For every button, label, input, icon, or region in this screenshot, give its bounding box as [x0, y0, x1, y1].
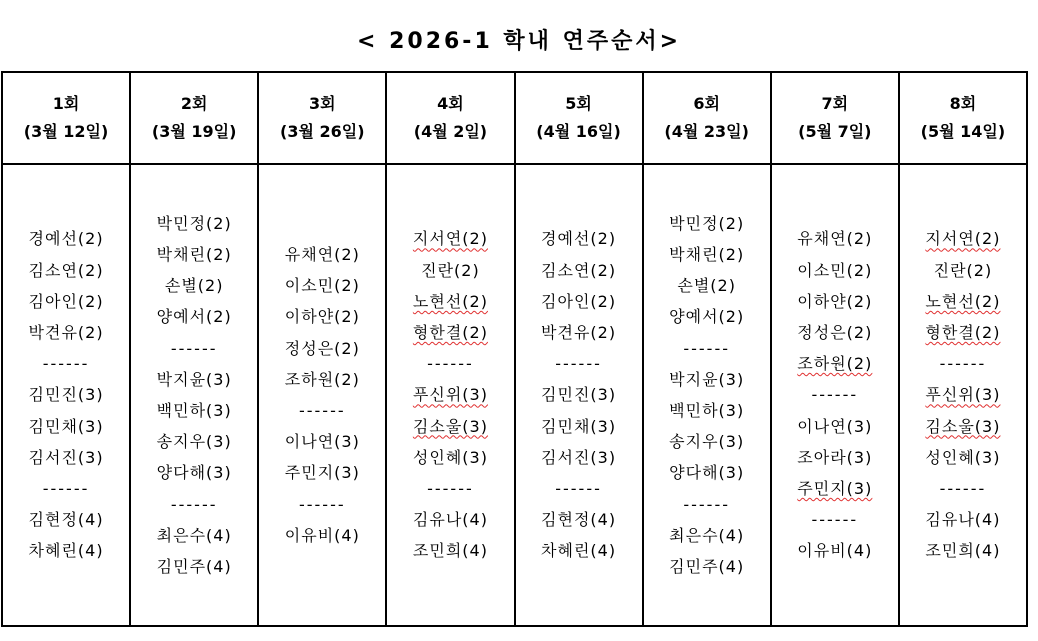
performer-name: 송지우(3) [669, 432, 745, 452]
group-separator: ------ [298, 494, 346, 514]
round-date: (3월 12일) [23, 122, 109, 141]
round-date: (4월 23일) [664, 122, 749, 141]
performer-name: 조하원(2) [797, 354, 873, 374]
performer-name: 푸신위(3) [412, 385, 488, 405]
performer-name: 양예서(2) [669, 307, 745, 327]
round-label: 1회 [52, 94, 80, 113]
performer-name: 양예서(2) [156, 307, 232, 327]
performer-name: 박채린(2) [156, 245, 232, 265]
round-header-7 [771, 72, 899, 164]
performer-name: 차혜린(4) [541, 541, 617, 561]
performer-name: 손별(2) [164, 276, 224, 296]
group-separator: ------ [555, 478, 602, 498]
round-label: 4회 [437, 94, 464, 113]
group-separator: ------ [939, 354, 987, 374]
performer-name: 정성은(2) [797, 323, 873, 343]
performer-name: 최은수(4) [669, 525, 745, 545]
round-header-5 [515, 72, 643, 164]
performer-name: 김민진(3) [541, 385, 617, 405]
round-header-4 [386, 72, 514, 164]
performer-name: 김소연(2) [541, 260, 617, 280]
performer-name: 형한결(2) [412, 323, 488, 343]
round-label: 7회 [821, 94, 849, 113]
performer-name: 경예선(2) [541, 229, 617, 249]
round-header-2 [130, 72, 258, 164]
performer-list [3, 223, 129, 566]
group-separator: ------ [939, 478, 987, 498]
performer-name: 박민정(2) [669, 213, 745, 233]
performer-name: 김아인(2) [541, 291, 617, 311]
performer-cell-7 [771, 164, 899, 626]
performer-cell-3 [258, 164, 386, 626]
group-separator: ------ [683, 338, 730, 358]
performer-name: 이유비(4) [797, 541, 873, 561]
performer-list [387, 223, 513, 566]
performer-name: 김유나(4) [412, 510, 488, 530]
performer-name: 경예선(2) [28, 229, 104, 249]
performer-list [259, 239, 385, 551]
performer-name: 이나연(3) [797, 416, 873, 436]
round-date: (3월 19일) [151, 122, 237, 141]
performer-name: 성인혜(3) [925, 447, 1001, 467]
performer-row [2, 164, 1027, 626]
performer-name: 박지윤(3) [156, 369, 232, 389]
performer-name: 백민하(3) [669, 401, 745, 420]
group-separator: ------ [555, 354, 602, 374]
round-date: (5월 14일) [920, 122, 1006, 141]
performer-cell-5 [515, 164, 643, 626]
performer-name: 이하얀(2) [284, 307, 360, 327]
performer-name: 박민정(2) [156, 213, 232, 233]
performer-name: 푸신위(3) [925, 385, 1001, 405]
round-date: (4월 16일) [536, 122, 621, 141]
performer-name: 성인혜(3) [412, 447, 488, 467]
performer-name: 이나연(3) [284, 432, 360, 452]
performer-name: 형한결(2) [925, 323, 1001, 343]
performer-name: 김소울(3) [412, 416, 488, 436]
performer-name: 노현선(2) [925, 291, 1001, 311]
group-separator: ------ [298, 401, 346, 420]
performer-name: 조민희(4) [412, 541, 488, 561]
performer-cell-6 [643, 164, 771, 626]
group-separator: ------ [811, 510, 859, 530]
performer-name: 주민지(3) [797, 478, 873, 498]
performer-name: 이유비(4) [284, 525, 360, 545]
performer-name: 노현선(2) [412, 291, 488, 311]
performer-name: 지서연(2) [412, 229, 488, 249]
round-date: (4월 2일) [413, 122, 488, 141]
performer-name: 박지윤(3) [669, 369, 745, 389]
performer-name: 차혜린(4) [28, 541, 104, 561]
performer-name: 김현정(4) [28, 510, 104, 530]
performer-cell-2 [130, 164, 258, 626]
round-header-6 [643, 72, 771, 164]
round-header-8 [899, 72, 1027, 164]
round-label: 3회 [309, 94, 336, 113]
group-separator: ------ [170, 338, 218, 358]
performer-name: 김유나(4) [925, 510, 1001, 530]
performer-name: 이소민(2) [797, 260, 873, 280]
group-separator: ------ [427, 354, 474, 374]
group-separator: ------ [42, 354, 90, 374]
performer-name: 김소연(2) [28, 260, 104, 280]
performer-name: 정성은(2) [284, 338, 360, 358]
performer-name: 조민희(4) [925, 541, 1001, 561]
performer-cell-8 [899, 164, 1027, 626]
performance-schedule-table [1, 71, 1028, 627]
performer-name: 조하원(2) [284, 369, 360, 389]
performer-name: 양다해(3) [669, 463, 745, 483]
performer-list [516, 223, 642, 566]
performer-list [644, 208, 770, 582]
performer-name: 박견유(2) [28, 323, 104, 343]
group-separator: ------ [811, 385, 859, 405]
group-separator: ------ [42, 478, 90, 498]
performer-name: 김민주(4) [156, 556, 232, 576]
round-date: (5월 7일) [798, 122, 872, 141]
performer-name: 박견유(2) [541, 323, 617, 343]
performer-name: 이하얀(2) [797, 291, 873, 311]
performer-name: 김서진(3) [28, 447, 104, 467]
performer-name: 김서진(3) [541, 447, 617, 467]
performer-name: 김아인(2) [28, 291, 104, 311]
performer-name: 진란(2) [421, 260, 480, 280]
round-date: (3월 26일) [280, 122, 365, 141]
performer-name: 김현정(4) [541, 510, 617, 530]
performer-name: 손별(2) [677, 276, 736, 296]
performer-name: 송지우(3) [156, 432, 232, 452]
performer-name: 박채린(2) [669, 245, 745, 265]
group-separator: ------ [683, 494, 730, 514]
performer-name: 김민주(4) [669, 556, 745, 576]
performer-list [772, 223, 898, 566]
group-separator: ------ [427, 478, 474, 498]
performer-name: 유채연(2) [284, 245, 360, 265]
round-header-3 [258, 72, 386, 164]
round-label: 8회 [949, 94, 977, 113]
performer-name: 최은수(4) [156, 525, 232, 545]
performer-name: 조아라(3) [797, 447, 873, 467]
performer-name: 지서연(2) [925, 229, 1001, 249]
performer-name: 주민지(3) [284, 463, 360, 483]
performer-list [131, 208, 257, 582]
round-label: 5회 [565, 94, 592, 113]
round-header-1 [2, 72, 130, 164]
performer-name: 유채연(2) [797, 229, 873, 249]
performer-cell-4 [386, 164, 514, 626]
performer-name: 백민하(3) [156, 401, 232, 420]
performer-name: 이소민(2) [284, 276, 360, 296]
round-label: 6회 [693, 94, 720, 113]
round-label: 2회 [180, 94, 208, 113]
group-separator: ------ [170, 494, 218, 514]
performer-name: 김소울(3) [925, 416, 1001, 436]
performer-list [900, 223, 1026, 566]
performer-cell-1 [2, 164, 130, 626]
performer-name: 김민진(3) [28, 385, 104, 405]
performer-name: 진란(2) [933, 260, 993, 280]
document-title: < 2026-1 학내 연주순서> [356, 29, 682, 54]
performer-name: 김민채(3) [28, 416, 104, 436]
performer-name: 양다해(3) [156, 463, 232, 483]
performer-name: 김민채(3) [541, 416, 617, 436]
header-row [2, 72, 1027, 164]
